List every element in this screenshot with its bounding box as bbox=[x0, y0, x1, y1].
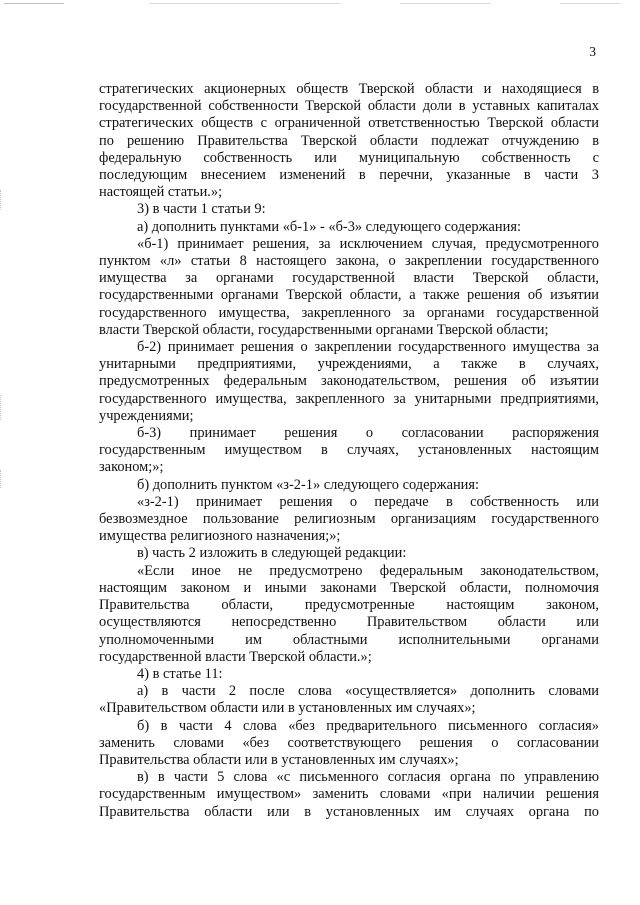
scan-artifact-line bbox=[560, 3, 620, 4]
text-line: стратегических акционерных обществ Тверской области и находящиеся в bbox=[99, 81, 599, 97]
text-line: по решению Правительства Тверской области подлежат отчуждению в bbox=[99, 132, 599, 149]
text-line: а) в части 2 после слова «осуществляется» дополнить словами bbox=[137, 683, 599, 700]
text-line: б-2) принимает решения о закреплении государственного имущества за bbox=[137, 339, 599, 356]
text-line: «Если иное не предусмотрено федеральным законодательством, bbox=[137, 562, 599, 579]
text-line: б) в части 4 слова «без предварительного письменного согласия» bbox=[137, 717, 599, 734]
text-line: «Правительством области или в установленных им случаях»; bbox=[99, 700, 476, 717]
scan-artifact-line bbox=[4, 3, 64, 4]
scan-artifact-line bbox=[150, 3, 340, 4]
text-line: учреждениями; bbox=[99, 407, 194, 424]
text-line: Правительства области, предусмотренные настоящим законом, bbox=[99, 597, 599, 614]
text-line: в) часть 2 изложить в следующей редакции: bbox=[137, 545, 407, 562]
text-line: унитарными предприятиями, учреждениями, а также в случаях, bbox=[99, 356, 599, 373]
text-line: б-3) принимает решения о согласовании распоряжения bbox=[137, 425, 599, 442]
text-line: имущества за органами государственной власти Тверской области, bbox=[99, 270, 599, 287]
text-line: заменить словами «без соответствующего решения о согласовании bbox=[99, 734, 599, 751]
scan-artifact-line bbox=[400, 3, 490, 4]
text-line: власти Тверской области, государственными органами Тверской области; bbox=[99, 321, 549, 338]
text-line: б) дополнить пунктом «з-2-1» следующего содержания: bbox=[137, 476, 480, 493]
text-line: настоящим законом и иными законами Тверской области, полномочия bbox=[99, 579, 599, 596]
text-line: 4) в статье 11: bbox=[137, 665, 223, 682]
page-number: 3 bbox=[589, 44, 596, 59]
text-line: безвозмездное пользование религиозным организациям государственного bbox=[99, 511, 599, 528]
text-line: последующим внесением изменений в перечни, указанные в части 3 bbox=[99, 167, 599, 184]
text-line: государственной собственности Тверской области доли в уставных капиталах bbox=[99, 98, 599, 115]
text-line: 3) в части 1 статьи 9: bbox=[137, 201, 266, 218]
text-line: федеральную собственность или муниципальную собственность с bbox=[99, 149, 599, 166]
text-line: государственными органами Тверской области, а также решения об изъятии bbox=[99, 287, 599, 304]
text-line: стратегических обществ с ограниченной ответственностью Тверской области bbox=[99, 115, 599, 132]
margin-binding-mark bbox=[0, 395, 3, 420]
text-line: осуществляются непосредственно Правительством области или bbox=[99, 614, 599, 631]
document-body bbox=[99, 81, 599, 821]
text-line: настоящей статьи.»; bbox=[99, 184, 223, 201]
text-line: уполномоченными им областными исполнительными органами bbox=[99, 631, 599, 648]
text-line: государственным имуществом в случаях, установленных настоящим bbox=[99, 442, 599, 459]
text-line: государственным имуществом» заменить словами «при наличии решения bbox=[99, 786, 599, 803]
text-line: Правительства области или в установленных им случаях»; bbox=[99, 751, 459, 768]
text-line: Правительства области или в установленных им случаях органа по bbox=[99, 803, 599, 820]
text-line: государственного имущества, закрепленного за органами государственной bbox=[99, 304, 599, 321]
text-line: государственной власти Тверской области.»; bbox=[99, 648, 372, 665]
text-line: в) в части 5 слова «с письменного согласия органа по управлению bbox=[137, 769, 599, 786]
text-line: пунктом «л» статьи 8 настоящего закона, о закреплении государственного bbox=[99, 253, 599, 270]
text-line: «б-1) принимает решения, за исключением случая, предусмотренного bbox=[137, 235, 599, 252]
text-line: «з-2-1) принимает решения о передаче в собственность или bbox=[137, 493, 599, 510]
text-line: имущества религиозного назначения;»; bbox=[99, 528, 341, 545]
margin-binding-mark bbox=[0, 470, 3, 488]
margin-binding-mark bbox=[0, 190, 3, 210]
text-line: а) дополнить пунктами «б-1» - «б-3» следующего содержания: bbox=[137, 218, 521, 235]
text-line: государственного имущества, закрепленного за унитарными предприятиями, bbox=[99, 390, 599, 407]
text-line: предусмотренных федеральным законодательством, решения об изъятии bbox=[99, 373, 599, 390]
text-line: законом;»; bbox=[99, 459, 164, 476]
